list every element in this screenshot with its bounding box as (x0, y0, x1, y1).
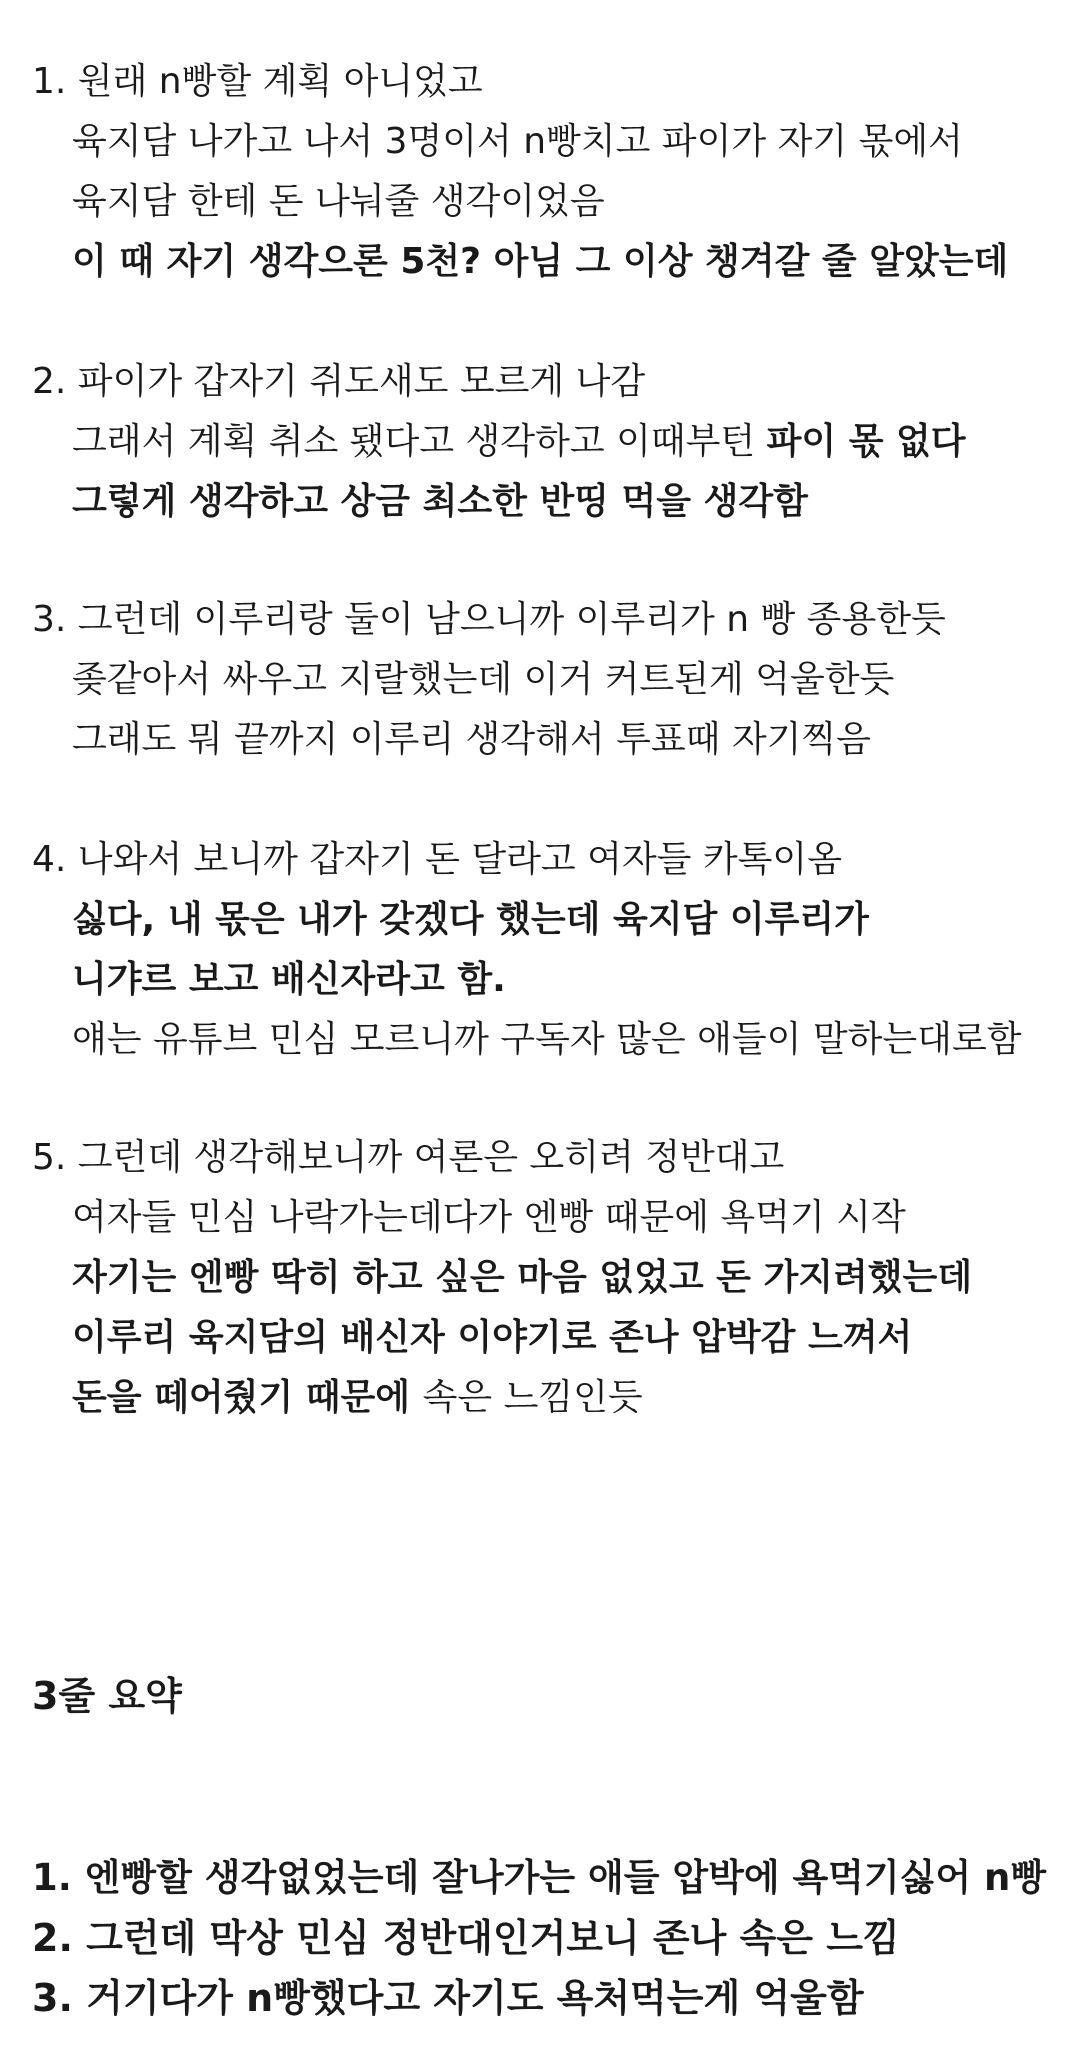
section-4-line-4: 얘는 유튜브 민심 모르니까 구독자 많은 애들이 말하는대로함 (72, 1019, 1022, 1060)
section-4-line-3: 니갸르 보고 배신자라고 함. (72, 959, 506, 1000)
section-2-line-3: 그렇게 생각하고 상금 최소한 반띵 먹을 생각함 (72, 481, 808, 522)
summary-item-3: 3. 거기다가 n빵했다고 자기도 욕처먹는게 억울함 (32, 1976, 864, 2020)
section-1-line-1: 1. 원래 n빵할 계획 아니었고 (32, 61, 483, 102)
section-5-line-3: 자기는 엔빵 딱히 하고 싶은 마음 없었고 돈 가지려했는데 (72, 1257, 973, 1298)
section-4-line-2: 싫다, 내 몫은 내가 갖겠다 했는데 육지담 이루리가 (72, 899, 869, 940)
summary-item-1: 1. 엔빵할 생각없었는데 잘나가는 애들 압박에 욕먹기싫어 n빵 (32, 1856, 1047, 1899)
section-1-line-4: 이 때 자기 생각으론 5천? 아님 그 이상 챙겨갈 줄 알았는데 (72, 241, 1009, 282)
section-1-line-2: 육지담 나가고 나서 3명이서 n빵치고 파이가 자기 몫에서 (72, 121, 963, 162)
section-5-line-2: 여자들 민심 나락가는데다가 엔빵 때문에 욕먹기 시작 (72, 1197, 906, 1238)
section-5-line-5 (72, 1368, 643, 1428)
section-5-line-5-bold: 돈을 떼어줬기 때문에 (72, 1377, 423, 1418)
section-4-line-1: 4. 나와서 보니까 갑자기 돈 달라고 여자들 카톡이옴 (32, 839, 842, 880)
section-5-line-4: 이루리 육지담의 배신자 이야기로 존나 압박감 느껴서 (72, 1317, 913, 1358)
section-3-line-1: 3. 그런데 이루리랑 둘이 남으니까 이루리가 n 빵 종용한듯 (32, 599, 946, 640)
section-2-line-2-normal: 그래서 계획 취소 됐다고 생각하고 이때부턴 (72, 421, 767, 462)
section-5-line-5-normal: 속은 느낌인듯 (422, 1377, 643, 1418)
section-3-line-2: 좆같아서 싸우고 지랄했는데 이거 커트된게 억울한듯 (72, 659, 895, 700)
section-1-line-3: 육지담 한테 돈 나눠줄 생각이었음 (72, 181, 605, 222)
section-5-line-1: 5. 그런데 생각해보니까 여론은 오히려 정반대고 (32, 1137, 785, 1178)
summary-title: 3줄 요약 (32, 1674, 182, 1718)
section-2-line-1: 2. 파이가 갑자기 쥐도새도 모르게 나감 (32, 361, 646, 402)
section-3-line-3: 그래도 뭐 끝까지 이루리 생각해서 투표때 자기찍음 (72, 719, 871, 760)
section-2-line-2-bold: 파이 몫 없다 (766, 421, 966, 462)
section-2-line-2 (72, 412, 966, 472)
summary-item-2: 2. 그런데 막상 민심 정반대인거보니 존나 속은 느낌 (32, 1916, 900, 1960)
